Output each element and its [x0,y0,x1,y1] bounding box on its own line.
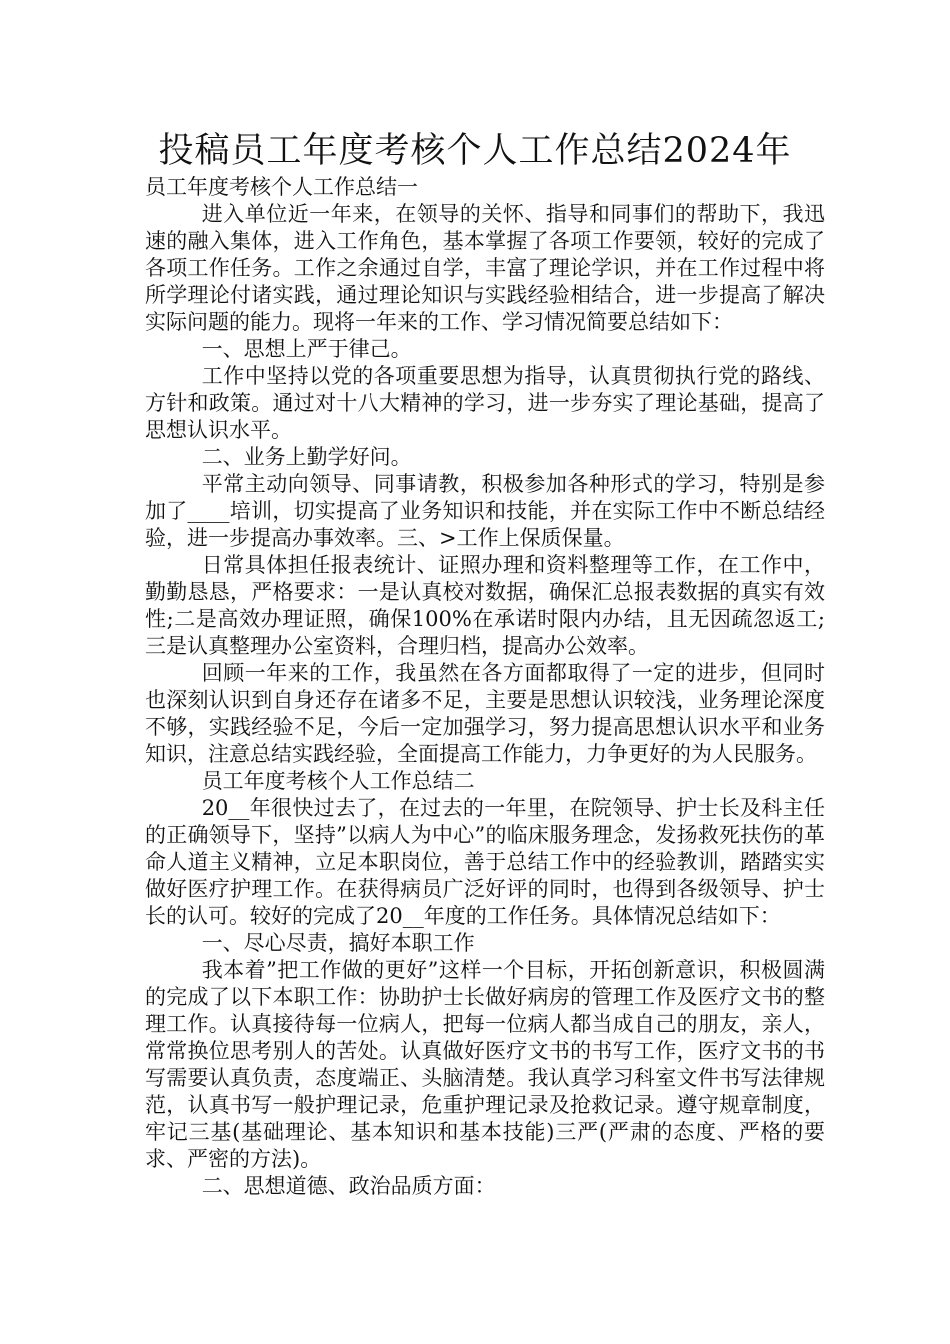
document-body [145,174,825,1200]
subheading: 一、思想上严于律己。 [201,337,412,361]
paragraph: 工作中坚持以党的各项重要思想为指导，认真贯彻执行党的路线、方针和政策。通过对十八大精神的学习，进一步夯实了理论基础，提高了思想认识水平。 [145,364,825,442]
paragraph: 20__年很快过去了，在过去的一年里，在院领导、护士长及科主任的正确领导下，坚持”以病人为中心”的临床服务理念，发扬救死扶伤的革命人道主义精神，立足本职岗位，善于总结工作中的经验教训，踏踏实实做好医疗护理工作。在获得病员广泛好评的同时，也得到各级领导、护士长的认可。较好的完成了20__年度的工作任务。具体情况总结如下： [145,796,825,928]
paragraph: 日常具体担任报表统计、证照办理和资料整理等工作，在工作中，勤勤恳恳，严格要求：一是认真校对数据，确保汇总报表数据的真实有效性;二是高效办理证照，确保100%在承诺时限内办结，且无因疏忽返工;三是认真整理办公室资料，合理归档，提高办公效率。 [145,553,825,658]
paragraph: 进入单位近一年来，在领导的关怀、指导和同事们的帮助下，我迅速的融入集体，进入工作角色，基本掌握了各项工作要领，较好的完成了各项工作任务。工作之余通过自学，丰富了理论学识，并在工作过程中将所学理论付诸实践，通过理论知识与实践经验相结合，进一步提高了解决实际问题的能力。现将一年来的工作、学习情况简要总结如下： [145,202,825,334]
paragraph: 平常主动向领导、同事请教，积极参加各种形式的学习，特别是参加了____培训，切实提高了业务知识和技能，并在实际工作中不断总结经验，进一步提高办事效率。三、>工作上保质保量。 [145,472,825,550]
subheading: 一、尽心尽责，搞好本职工作 [201,931,475,955]
subheading: 二、思想道德、政治品质方面： [201,1174,496,1198]
section-heading: 员工年度考核个人工作总结一 [145,175,418,199]
paragraph: 我本着”把工作做的更好”这样一个目标，开拓创新意识，积极圆满的完成了以下本职工作：协助护士长做好病房的管理工作及医疗文书的整理工作。认真接待每一位病人，把每一位病人都当成自己的朋友，亲人，常常换位思考别人的苦处。认真做好医疗文书的书写工作，医疗文书的书写需要认真负责，态度端正、头脑清楚。我认真学习科室文件书写法律规范，认真书写一般护理记录，危重护理记录及抢救记录。遵守规章制度，牢记三基(基础理论、基本知识和基本技能)三严(严肃的态度、严格的要求、严密的方法)。 [145,958,825,1171]
document-title: 投稿员工年度考核个人工作总结2024年 [158,131,792,171]
section-heading: 员工年度考核个人工作总结二 [201,769,475,793]
paragraph: 回顾一年来的工作，我虽然在各方面都取得了一定的进步，但同时也深刻认识到自身还存在诸多不足，主要是思想认识较浅，业务理论深度不够，实践经验不足，今后一定加强学习，努力提高思想认识水平和业务知识，注意总结实践经验，全面提高工作能力，力争更好的为人民服务。 [145,661,825,766]
subheading: 二、业务上勤学好问。 [201,445,412,469]
